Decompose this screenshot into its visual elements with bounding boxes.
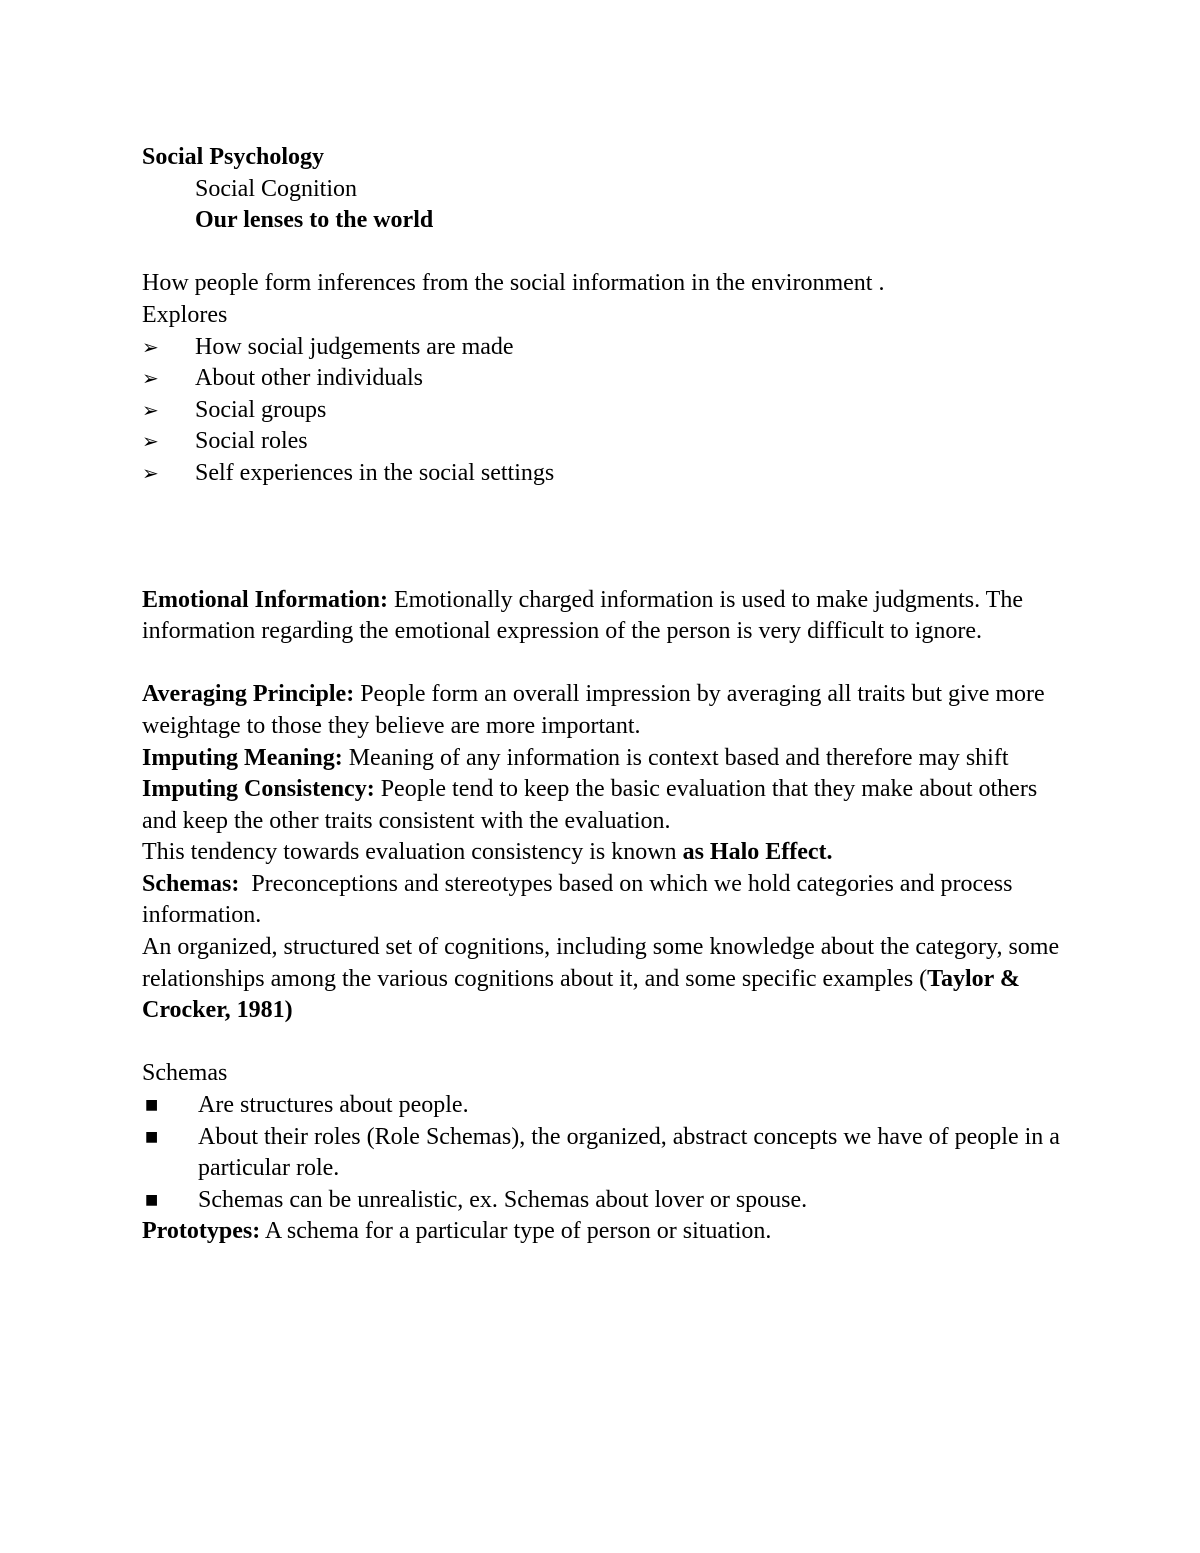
list-item [142,1122,1072,1185]
schemas-list-label: Schemas [142,1060,228,1087]
term-definition: Emotionally charged information is used to make judgments. The information regarding the emotional expression of the person is very difficult to ignore. [142,586,1023,645]
list-item [142,332,1072,364]
spacer [142,1027,1072,1059]
list-item-text: Schemas can be unrealistic, ex. Schemas about lover or spouse. [198,1186,808,1213]
term-definition: A schema for a particular type of person or situation. [264,1218,772,1245]
arrow-bullet-icon: ➢ [142,397,159,422]
schemas-list [142,1090,1072,1216]
halo-prefix: This tendency towards evaluation consistency is known [142,839,677,866]
square-bullet-icon: ■ [145,1191,159,1208]
term-definition: Preconceptions and stereotypes based on which we hold categories and process information. [142,870,1013,929]
arrow-bullet-icon: ➢ [142,429,159,454]
emotional-information-paragraph [142,585,1072,648]
imputing-meaning-paragraph [142,743,1072,775]
term-definition: People form an overall impression by averaging all traits but give more weightage to those they believe are more important. [142,681,1045,739]
arrow-bullet-icon: ➢ [142,460,159,485]
arrow-bullet-icon: ➢ [142,334,159,359]
list-item-text: Social roles [195,428,308,455]
term-definition: Meaning of any information is context based and therefore may shift [348,744,1009,771]
list-item [142,1090,1072,1122]
term-label: Prototypes: [142,1218,261,1245]
prototypes-paragraph [142,1216,1072,1248]
halo-effect-line [142,837,1072,869]
explores-list [142,332,1072,490]
list-item [142,458,1072,490]
list-item [142,395,1072,427]
term-label: Imputing Consistency: [142,776,375,803]
list-item-text: About their roles (Role Schemas), the organized, abstract concepts we have of people in a particular role. [198,1123,1060,1182]
imputing-consistency-paragraph [142,774,1072,837]
document-subtitle: Social Cognition [195,175,357,202]
term-label: Averaging Principle: [142,681,355,708]
list-item [142,363,1072,395]
arrow-bullet-icon: ➢ [142,366,159,391]
list-item [142,426,1072,458]
list-item-text: About other individuals [195,365,423,392]
list-item-text: Are structures about people. [198,1092,469,1119]
term-label: Imputing Meaning: [142,744,343,771]
list-item-text: How social judgements are made [195,333,514,360]
schemas-paragraph [142,869,1072,932]
halo-term: as Halo Effect. [682,839,833,866]
spacer [142,237,1072,269]
square-bullet-icon: ■ [145,1097,159,1114]
square-bullet-icon: ■ [145,1128,159,1145]
term-definition: People tend to keep the basic evaluation that they make about others and keep the other traits consistent with the evaluation. [142,776,1038,834]
spacer [142,648,1072,680]
list-item [142,1185,1072,1217]
term-label: Emotional Information: [142,586,388,613]
list-item-text: Self experiences in the social settings [195,459,555,486]
document-title: Social Psychology [142,144,325,170]
schemas-detail-paragraph [142,932,1072,1027]
averaging-principle-paragraph [142,679,1072,742]
spacer [142,490,1072,585]
citation: Taylor & Crocker, 1981) [142,965,1020,1024]
intro-text: How people form inferences from the social information in the environment . [142,270,885,297]
document-page [142,142,1072,1248]
list-item-text: Social groups [195,396,327,423]
term-label: Schemas: [142,870,240,897]
document-tagline: Our lenses to the world [195,207,434,234]
schemas-detail-text: An organized, structured set of cognitions, including some knowledge about the category, some relationships among the various cognitions about it, and some specific examples ( [142,934,1060,992]
explores-label: Explores [142,301,228,328]
